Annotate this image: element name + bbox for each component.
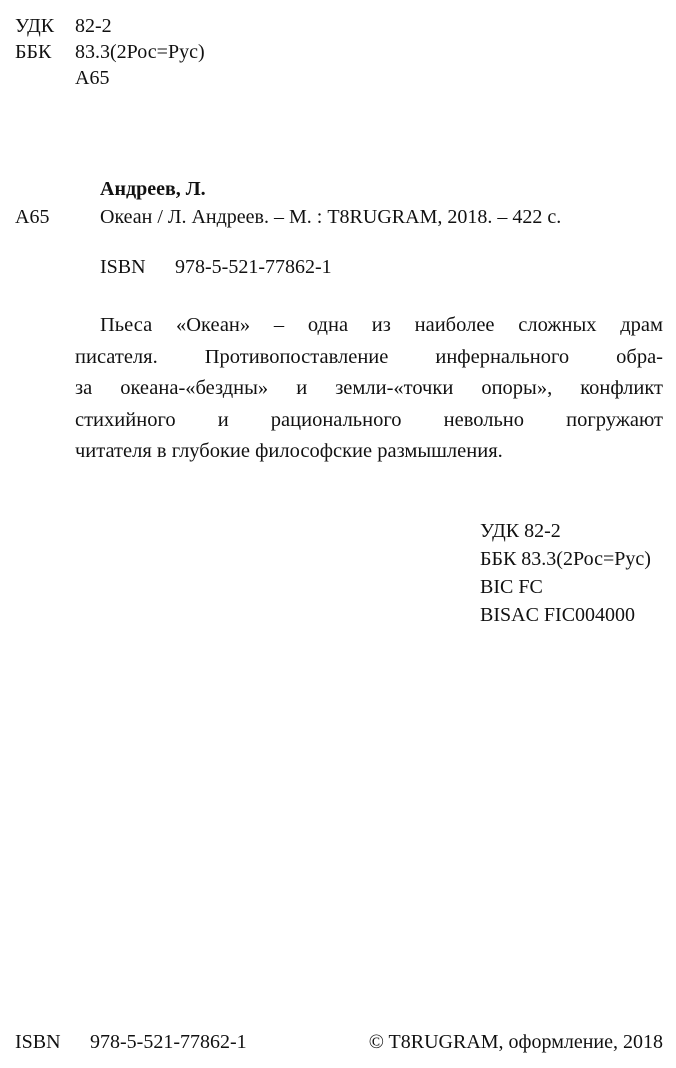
- right-udk: УДК 82-2: [480, 520, 561, 542]
- copyright-notice: © T8RUGRAM, оформление, 2018: [368, 1031, 663, 1053]
- annotation-line: читателя в глубокие философские размышления.: [75, 440, 503, 462]
- isbn-label: ISBN: [100, 256, 146, 278]
- bbk-value: 83.3(2Рос=Рус): [75, 41, 205, 63]
- annotation-line: за океана-«бездны» и земли-«точки опоры», конфликт: [75, 377, 663, 399]
- isbn-value: 978-5-521-77862-1: [175, 256, 332, 278]
- annotation-line: стихийного и рационального невольно погружают: [75, 408, 663, 431]
- right-bic: BIC FC: [480, 576, 543, 598]
- author-heading: Андреев, Л.: [100, 178, 206, 200]
- udk-value: 82-2: [75, 15, 112, 37]
- annotation-paragraph: [75, 310, 663, 468]
- footer-isbn-value: 978-5-521-77862-1: [90, 1031, 247, 1053]
- right-bbk: ББК 83.3(2Рос=Рус): [480, 548, 651, 570]
- annotation-line: Пьеса «Океан» – одна из наиболее сложных драм: [100, 314, 663, 336]
- bbk-label: ББК: [15, 41, 52, 63]
- udk-label: УДК: [15, 15, 55, 37]
- author-mark-left: А65: [15, 206, 50, 228]
- annotation-line: писателя. Противопоставление инфернального обра-: [75, 345, 663, 368]
- right-bisac: BISAC FIC004000: [480, 604, 636, 626]
- author-mark: А65: [75, 67, 110, 89]
- footer-isbn-label: ISBN: [15, 1031, 61, 1053]
- bibliographic-description: Океан / Л. Андреев. – М. : T8RUGRAM, 2018. – 422 с.: [100, 206, 562, 228]
